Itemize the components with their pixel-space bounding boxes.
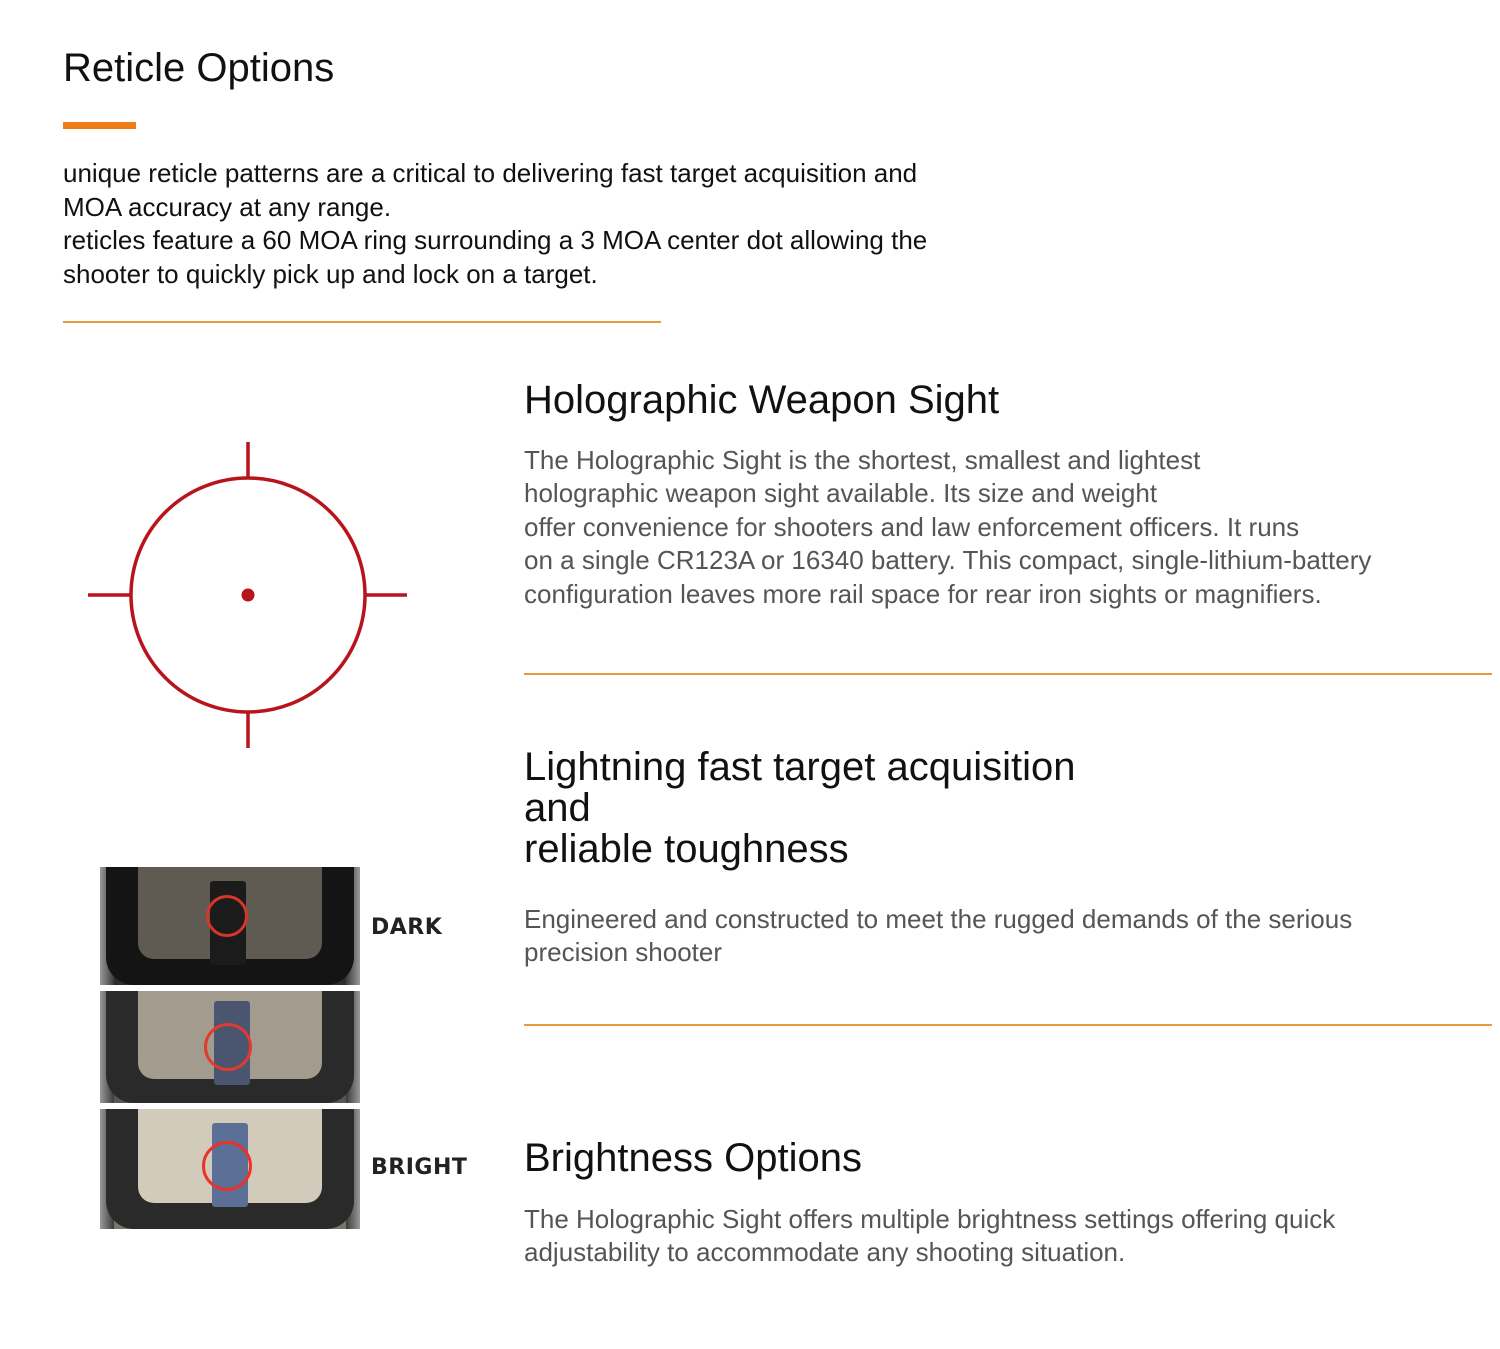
title-accent-bar	[63, 122, 136, 129]
section-body-brightness	[524, 1203, 1335, 1270]
section-body-holographic	[524, 444, 1371, 611]
body-line: on a single CR123A or 16340 battery. This compact, single-lithium-battery	[524, 545, 1372, 576]
intro-line: reticles feature a 60 MOA ring surrounding a 3 MOA center dot allowing the	[63, 225, 928, 255]
body-line: The Holographic Sight is the shortest, smallest and lightest	[524, 445, 1201, 475]
title-line: Lightning fast target acquisition	[524, 745, 1076, 789]
section-body-acquisition	[524, 903, 1352, 970]
title-line: reliable toughness	[524, 827, 849, 871]
body-line: Engineered and constructed to meet the rugged demands of the serious	[524, 904, 1353, 934]
intro-line: unique reticle patterns are a critical to delivering fast target acquisition and	[63, 158, 918, 188]
intro-line: MOA accuracy at any range.	[63, 191, 392, 222]
brightness-label-bright: BRIGHT	[371, 1155, 468, 1180]
body-line: The Holographic Sight offers multiple brightness settings offering quick	[524, 1204, 1336, 1234]
section-title-brightness: Brightness Options	[524, 1136, 862, 1180]
brightness-image-bright	[100, 1109, 360, 1229]
body-line: configuration leaves more rail space for rear iron sights or magnifiers.	[524, 578, 1322, 609]
brightness-image-medium	[100, 991, 360, 1103]
brightness-image-dark	[100, 867, 360, 985]
section-divider	[524, 1024, 1492, 1026]
title-line: and	[524, 786, 591, 830]
intro-divider	[63, 321, 661, 323]
body-line: adjustability to accommodate any shooting situation.	[524, 1237, 1126, 1268]
section-title-acquisition	[524, 747, 1075, 870]
intro-paragraph	[63, 157, 1113, 291]
section-title-holographic: Holographic Weapon Sight	[524, 378, 1000, 422]
page-title: Reticle Options	[63, 46, 335, 90]
body-line: holographic weapon sight available. Its size and weight	[524, 478, 1158, 509]
body-line: offer convenience for shooters and law enforcement officers. It runs	[524, 511, 1300, 542]
brightness-label-dark: DARK	[371, 915, 443, 940]
section-divider	[524, 673, 1492, 675]
intro-line: shooter to quickly pick up and lock on a target.	[63, 258, 598, 289]
reticle-ring-dot-icon	[80, 436, 420, 756]
body-line: precision shooter	[524, 937, 722, 968]
